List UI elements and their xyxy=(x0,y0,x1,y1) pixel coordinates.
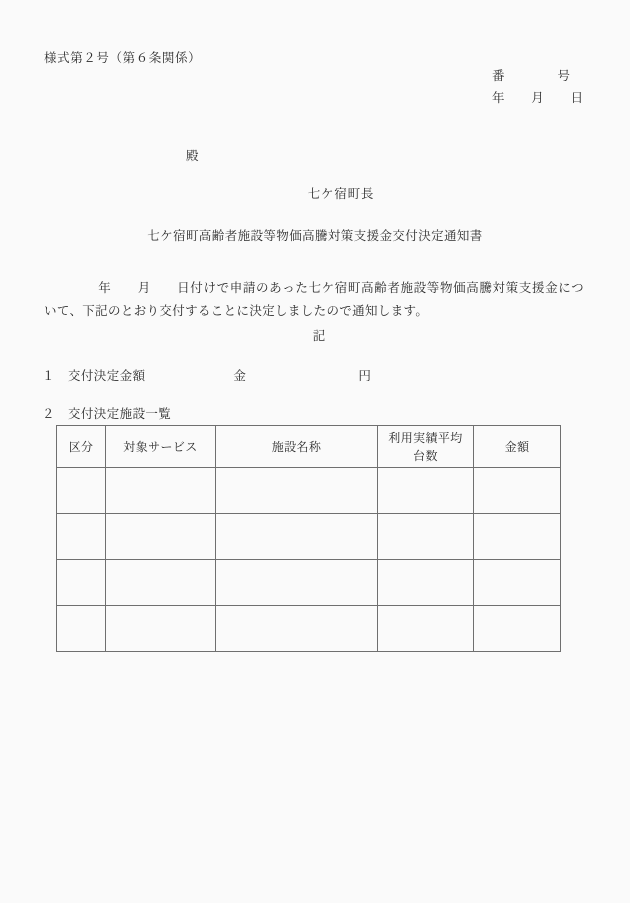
table-row xyxy=(57,560,561,606)
document-date-label xyxy=(430,88,584,106)
form-number-label: 様式第２号（第６条関係） xyxy=(44,50,202,65)
cell-service[interactable] xyxy=(106,606,216,652)
document-number-label xyxy=(430,66,580,84)
amount-currency-suffix: 円 xyxy=(358,368,372,383)
facility-table-head xyxy=(57,426,561,468)
document-title: 七ケ宿町高齢者施設等物価高騰対策支援金交付決定通知書 xyxy=(147,228,483,243)
cell-facility-name[interactable] xyxy=(216,606,378,652)
cell-facility-name[interactable] xyxy=(216,468,378,514)
column-header-average-units-line2: 台数 xyxy=(413,448,438,463)
cell-kubun[interactable] xyxy=(57,514,106,560)
cell-average-units[interactable] xyxy=(378,514,474,560)
table-header-row xyxy=(57,426,561,468)
amount-currency-prefix: 金 xyxy=(233,368,247,383)
table-row xyxy=(57,468,561,514)
cell-kubun[interactable] xyxy=(57,606,106,652)
body-paragraph xyxy=(44,276,584,322)
item-grant-amount xyxy=(42,366,371,384)
issuer-block xyxy=(0,184,630,202)
column-header-facility-name: 施設名称 xyxy=(216,426,378,468)
cell-facility-name[interactable] xyxy=(216,514,378,560)
column-header-amount: 金額 xyxy=(474,426,561,468)
table-row xyxy=(57,606,561,652)
document-number-text: 番 号 xyxy=(492,68,571,83)
document-date-text: 年 月 日 xyxy=(492,90,584,105)
facility-table-body xyxy=(57,468,561,652)
column-header-service: 対象サービス xyxy=(106,426,216,468)
cell-average-units[interactable] xyxy=(378,606,474,652)
item-facility-list xyxy=(42,404,171,422)
ki-mark-text: 記 xyxy=(312,328,326,343)
ki-mark xyxy=(0,326,630,344)
column-header-kubun: 区分 xyxy=(57,426,106,468)
cell-amount[interactable] xyxy=(474,514,561,560)
item-grant-amount-label: 交付決定金額 xyxy=(68,368,146,383)
item-facility-list-label: 交付決定施設一覧 xyxy=(68,406,172,421)
cell-average-units[interactable] xyxy=(378,468,474,514)
cell-amount[interactable] xyxy=(474,468,561,514)
table-row xyxy=(57,514,561,560)
cell-facility-name[interactable] xyxy=(216,560,378,606)
facility-table xyxy=(56,425,561,652)
cell-kubun[interactable] xyxy=(57,468,106,514)
cell-service[interactable] xyxy=(106,560,216,606)
item-grant-amount-number: １ xyxy=(42,368,55,383)
body-paragraph-text: 年 月 日付けで申請のあった七ケ宿町高齢者施設等物価高騰対策支援金について、下記のとおり交付することに決定しましたので通知します。 xyxy=(44,279,584,318)
column-header-average-units xyxy=(378,426,474,468)
addressee-honorific: 殿 xyxy=(186,148,199,163)
cell-amount[interactable] xyxy=(474,560,561,606)
issuer-name: 七ケ宿町長 xyxy=(307,186,375,201)
cell-service[interactable] xyxy=(106,514,216,560)
cell-average-units[interactable] xyxy=(378,560,474,606)
cell-kubun[interactable] xyxy=(57,560,106,606)
item-facility-list-number: ２ xyxy=(42,406,55,421)
column-header-average-units-line1: 利用実績平均 xyxy=(388,430,463,445)
cell-service[interactable] xyxy=(106,468,216,514)
cell-amount[interactable] xyxy=(474,606,561,652)
